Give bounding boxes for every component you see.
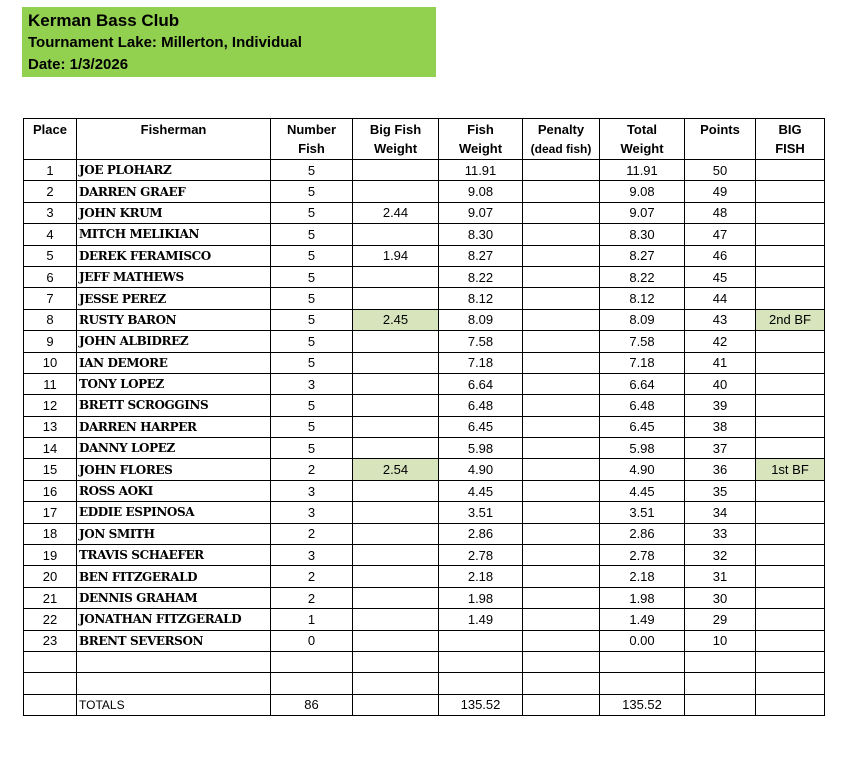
total-weight-cell: 2.18 [600, 566, 685, 587]
fisherman-cell: RUSTY BARON [77, 309, 271, 330]
big-fish-weight-cell [353, 566, 439, 587]
empty-cell [685, 651, 756, 672]
big-fish-cell [756, 245, 825, 266]
empty-cell [353, 694, 439, 715]
big-fish-weight-cell [353, 416, 439, 437]
tournament-date: Date: 1/3/2026 [28, 56, 129, 73]
col-big-fish-weight: Big Fish Weight [353, 119, 439, 160]
big-fish-cell [756, 160, 825, 181]
penalty-cell [523, 224, 600, 245]
fish-weight-cell: 8.22 [439, 266, 523, 287]
fisherman-cell: BRETT SCROGGINS [77, 395, 271, 416]
fish-weight-cell: 7.18 [439, 352, 523, 373]
totals-total-weight: 135.52 [600, 694, 685, 715]
table-row [24, 224, 825, 245]
place-cell: 8 [24, 309, 77, 330]
total-weight-cell: 4.45 [600, 480, 685, 501]
points-cell: 48 [685, 202, 756, 223]
number-fish-cell: 1 [271, 609, 353, 630]
penalty-cell [523, 630, 600, 651]
table-row [24, 566, 825, 587]
club-name: Kerman Bass Club [28, 11, 180, 30]
number-fish-cell: 0 [271, 630, 353, 651]
empty-cell [439, 673, 523, 694]
points-cell: 39 [685, 395, 756, 416]
title-block [22, 7, 436, 77]
fish-weight-cell: 6.45 [439, 416, 523, 437]
fisherman-cell: JOHN KRUM [77, 202, 271, 223]
totals-label: TOTALS [77, 694, 271, 715]
total-weight-cell: 11.91 [600, 160, 685, 181]
number-fish-cell: 5 [271, 438, 353, 459]
empty-cell [600, 673, 685, 694]
penalty-cell [523, 523, 600, 544]
empty-cell [600, 651, 685, 672]
empty-row [24, 673, 825, 694]
table-row [24, 202, 825, 223]
big-fish-cell [756, 181, 825, 202]
big-fish-weight-cell [353, 160, 439, 181]
big-fish-cell [756, 352, 825, 373]
number-fish-cell: 3 [271, 373, 353, 394]
total-weight-cell: 2.86 [600, 523, 685, 544]
big-fish-cell [756, 224, 825, 245]
fish-weight-cell: 2.78 [439, 545, 523, 566]
place-cell: 18 [24, 523, 77, 544]
big-fish-cell: 1st BF [756, 459, 825, 480]
fisherman-cell: JOHN ALBIDREZ [77, 331, 271, 352]
total-weight-cell: 8.12 [600, 288, 685, 309]
empty-cell [756, 673, 825, 694]
points-cell: 10 [685, 630, 756, 651]
points-cell: 49 [685, 181, 756, 202]
col-penalty: Penalty (dead fish) [523, 119, 600, 160]
table-row [24, 609, 825, 630]
total-weight-cell: 8.27 [600, 245, 685, 266]
table-row [24, 630, 825, 651]
fisherman-cell: MITCH MELIKIAN [77, 224, 271, 245]
fisherman-cell: ROSS AOKI [77, 480, 271, 501]
number-fish-cell: 3 [271, 480, 353, 501]
number-fish-cell: 5 [271, 245, 353, 266]
penalty-cell [523, 288, 600, 309]
fisherman-cell: JESSE PEREZ [77, 288, 271, 309]
fisherman-cell: JEFF MATHEWS [77, 266, 271, 287]
fish-weight-cell: 9.08 [439, 181, 523, 202]
place-cell: 15 [24, 459, 77, 480]
points-cell: 37 [685, 438, 756, 459]
fisherman-cell: BEN FITZGERALD [77, 566, 271, 587]
fisherman-cell: JOE PLOHARZ [77, 160, 271, 181]
empty-cell [24, 651, 77, 672]
fish-weight-cell: 7.58 [439, 331, 523, 352]
fisherman-cell: TRAVIS SCHAEFER [77, 545, 271, 566]
place-cell: 5 [24, 245, 77, 266]
totals-number-fish: 86 [271, 694, 353, 715]
number-fish-cell: 5 [271, 395, 353, 416]
penalty-cell [523, 416, 600, 437]
number-fish-cell: 5 [271, 202, 353, 223]
big-fish-weight-cell [353, 224, 439, 245]
penalty-cell [523, 245, 600, 266]
big-fish-weight-cell [353, 266, 439, 287]
place-cell: 14 [24, 438, 77, 459]
col-fisherman: Fisherman [77, 119, 271, 160]
big-fish-cell [756, 373, 825, 394]
total-weight-cell: 9.08 [600, 181, 685, 202]
total-weight-cell: 3.51 [600, 502, 685, 523]
place-cell: 7 [24, 288, 77, 309]
fish-weight-cell: 11.91 [439, 160, 523, 181]
fish-weight-cell: 1.49 [439, 609, 523, 630]
place-cell: 16 [24, 480, 77, 501]
number-fish-cell: 2 [271, 523, 353, 544]
place-cell: 23 [24, 630, 77, 651]
number-fish-cell: 5 [271, 266, 353, 287]
place-cell: 22 [24, 609, 77, 630]
col-big-fish: BIG FISH [756, 119, 825, 160]
place-cell: 10 [24, 352, 77, 373]
fish-weight-cell: 8.30 [439, 224, 523, 245]
empty-cell [685, 694, 756, 715]
total-weight-cell: 1.49 [600, 609, 685, 630]
tournament-lake: Tournament Lake: Millerton, Individual [28, 34, 302, 51]
big-fish-weight-cell [353, 609, 439, 630]
place-cell: 4 [24, 224, 77, 245]
penalty-cell [523, 352, 600, 373]
fisherman-cell: JONATHAN FITZGERALD [77, 609, 271, 630]
big-fish-weight-cell: 2.45 [353, 309, 439, 330]
table-row [24, 545, 825, 566]
total-weight-cell: 1.98 [600, 587, 685, 608]
number-fish-cell: 5 [271, 416, 353, 437]
points-cell: 34 [685, 502, 756, 523]
col-total-weight: Total Weight [600, 119, 685, 160]
total-weight-cell: 6.48 [600, 395, 685, 416]
fisherman-cell: TONY LOPEZ [77, 373, 271, 394]
col-fish-weight: Fish Weight [439, 119, 523, 160]
empty-cell [685, 673, 756, 694]
big-fish-weight-cell [353, 502, 439, 523]
number-fish-cell: 5 [271, 224, 353, 245]
fisherman-cell: BRENT SEVERSON [77, 630, 271, 651]
penalty-cell [523, 309, 600, 330]
fisherman-cell: DEREK FERAMISCO [77, 245, 271, 266]
empty-cell [523, 651, 600, 672]
big-fish-weight-cell [353, 438, 439, 459]
points-cell: 44 [685, 288, 756, 309]
total-weight-cell: 5.98 [600, 438, 685, 459]
big-fish-cell [756, 630, 825, 651]
penalty-cell [523, 502, 600, 523]
big-fish-cell [756, 523, 825, 544]
empty-cell [24, 694, 77, 715]
fish-weight-cell: 1.98 [439, 587, 523, 608]
place-cell: 17 [24, 502, 77, 523]
points-cell: 33 [685, 523, 756, 544]
totals-row [24, 694, 825, 715]
points-cell: 41 [685, 352, 756, 373]
penalty-cell [523, 331, 600, 352]
table-row [24, 523, 825, 544]
big-fish-cell [756, 266, 825, 287]
big-fish-cell [756, 416, 825, 437]
col-place: Place [24, 119, 77, 160]
table-row [24, 181, 825, 202]
number-fish-cell: 2 [271, 459, 353, 480]
big-fish-cell [756, 331, 825, 352]
number-fish-cell: 2 [271, 566, 353, 587]
fisherman-cell: EDDIE ESPINOSA [77, 502, 271, 523]
total-weight-cell: 2.78 [600, 545, 685, 566]
place-cell: 2 [24, 181, 77, 202]
place-cell: 13 [24, 416, 77, 437]
empty-cell [353, 651, 439, 672]
number-fish-cell: 5 [271, 309, 353, 330]
fish-weight-cell: 2.18 [439, 566, 523, 587]
number-fish-cell: 5 [271, 160, 353, 181]
empty-cell [24, 673, 77, 694]
fish-weight-cell [439, 630, 523, 651]
penalty-cell [523, 609, 600, 630]
number-fish-cell: 5 [271, 352, 353, 373]
place-cell: 21 [24, 587, 77, 608]
table-row [24, 395, 825, 416]
empty-cell [756, 651, 825, 672]
empty-cell [77, 651, 271, 672]
big-fish-weight-cell [353, 331, 439, 352]
fisherman-cell: DANNY LOPEZ [77, 438, 271, 459]
penalty-cell [523, 587, 600, 608]
fish-weight-cell: 4.90 [439, 459, 523, 480]
big-fish-weight-cell [353, 587, 439, 608]
points-cell: 31 [685, 566, 756, 587]
big-fish-cell [756, 438, 825, 459]
points-cell: 42 [685, 331, 756, 352]
empty-cell [77, 673, 271, 694]
table-row [24, 160, 825, 181]
fish-weight-cell: 8.09 [439, 309, 523, 330]
big-fish-cell [756, 202, 825, 223]
table-row [24, 309, 825, 330]
total-weight-cell: 7.58 [600, 331, 685, 352]
big-fish-cell [756, 480, 825, 501]
big-fish-weight-cell [353, 545, 439, 566]
penalty-cell [523, 181, 600, 202]
table-row [24, 438, 825, 459]
points-cell: 38 [685, 416, 756, 437]
total-weight-cell: 4.90 [600, 459, 685, 480]
big-fish-cell: 2nd BF [756, 309, 825, 330]
big-fish-weight-cell: 2.54 [353, 459, 439, 480]
points-cell: 30 [685, 587, 756, 608]
fish-weight-cell: 9.07 [439, 202, 523, 223]
table-row [24, 502, 825, 523]
empty-cell [271, 673, 353, 694]
big-fish-cell [756, 566, 825, 587]
place-cell: 11 [24, 373, 77, 394]
penalty-cell [523, 438, 600, 459]
table-row [24, 245, 825, 266]
col-number-fish: Number Fish [271, 119, 353, 160]
big-fish-weight-cell: 2.44 [353, 202, 439, 223]
place-cell: 6 [24, 266, 77, 287]
fisherman-cell: JOHN FLORES [77, 459, 271, 480]
table-row [24, 331, 825, 352]
big-fish-cell [756, 609, 825, 630]
place-cell: 1 [24, 160, 77, 181]
total-weight-cell: 9.07 [600, 202, 685, 223]
place-cell: 3 [24, 202, 77, 223]
total-weight-cell: 8.09 [600, 309, 685, 330]
table-row [24, 480, 825, 501]
big-fish-weight-cell [353, 630, 439, 651]
total-weight-cell: 8.30 [600, 224, 685, 245]
penalty-cell [523, 373, 600, 394]
fisherman-cell: DARREN GRAEF [77, 181, 271, 202]
number-fish-cell: 5 [271, 288, 353, 309]
points-cell: 40 [685, 373, 756, 394]
fish-weight-cell: 4.45 [439, 480, 523, 501]
number-fish-cell: 5 [271, 331, 353, 352]
big-fish-weight-cell [353, 395, 439, 416]
number-fish-cell: 3 [271, 545, 353, 566]
place-cell: 20 [24, 566, 77, 587]
points-cell: 47 [685, 224, 756, 245]
fish-weight-cell: 3.51 [439, 502, 523, 523]
penalty-cell [523, 480, 600, 501]
points-cell: 32 [685, 545, 756, 566]
empty-cell [523, 673, 600, 694]
number-fish-cell: 5 [271, 181, 353, 202]
table-row [24, 288, 825, 309]
totals-fish-weight: 135.52 [439, 694, 523, 715]
number-fish-cell: 2 [271, 587, 353, 608]
fish-weight-cell: 8.12 [439, 288, 523, 309]
fish-weight-cell: 6.48 [439, 395, 523, 416]
place-cell: 12 [24, 395, 77, 416]
penalty-cell [523, 266, 600, 287]
big-fish-cell [756, 288, 825, 309]
table-row [24, 416, 825, 437]
points-cell: 46 [685, 245, 756, 266]
fish-weight-cell: 6.64 [439, 373, 523, 394]
points-cell: 35 [685, 480, 756, 501]
empty-cell [271, 651, 353, 672]
big-fish-cell [756, 395, 825, 416]
big-fish-cell [756, 587, 825, 608]
big-fish-weight-cell [353, 288, 439, 309]
penalty-cell [523, 395, 600, 416]
table-row [24, 373, 825, 394]
fish-weight-cell: 8.27 [439, 245, 523, 266]
table-row [24, 587, 825, 608]
empty-row [24, 651, 825, 672]
table-row [24, 352, 825, 373]
number-fish-cell: 3 [271, 502, 353, 523]
fisherman-cell: JON SMITH [77, 523, 271, 544]
table-row [24, 266, 825, 287]
points-cell: 50 [685, 160, 756, 181]
big-fish-cell [756, 502, 825, 523]
results-table [23, 118, 825, 716]
big-fish-cell [756, 545, 825, 566]
points-cell: 43 [685, 309, 756, 330]
fisherman-cell: DARREN HARPER [77, 416, 271, 437]
fisherman-cell: IAN DEMORE [77, 352, 271, 373]
penalty-cell [523, 566, 600, 587]
total-weight-cell: 6.45 [600, 416, 685, 437]
points-cell: 36 [685, 459, 756, 480]
big-fish-weight-cell [353, 523, 439, 544]
place-cell: 9 [24, 331, 77, 352]
col-points: Points [685, 119, 756, 160]
empty-cell [439, 651, 523, 672]
big-fish-weight-cell [353, 373, 439, 394]
penalty-cell [523, 545, 600, 566]
total-weight-cell: 6.64 [600, 373, 685, 394]
fish-weight-cell: 5.98 [439, 438, 523, 459]
total-weight-cell: 0.00 [600, 630, 685, 651]
place-cell: 19 [24, 545, 77, 566]
penalty-cell [523, 459, 600, 480]
total-weight-cell: 8.22 [600, 266, 685, 287]
big-fish-weight-cell: 1.94 [353, 245, 439, 266]
big-fish-weight-cell [353, 352, 439, 373]
empty-cell [756, 694, 825, 715]
fish-weight-cell: 2.86 [439, 523, 523, 544]
points-cell: 29 [685, 609, 756, 630]
penalty-cell [523, 202, 600, 223]
points-cell: 45 [685, 266, 756, 287]
penalty-cell [523, 160, 600, 181]
fisherman-cell: DENNIS GRAHAM [77, 587, 271, 608]
big-fish-weight-cell [353, 181, 439, 202]
big-fish-weight-cell [353, 480, 439, 501]
header-row [24, 119, 825, 160]
total-weight-cell: 7.18 [600, 352, 685, 373]
empty-cell [523, 694, 600, 715]
table-row [24, 459, 825, 480]
empty-cell [353, 673, 439, 694]
